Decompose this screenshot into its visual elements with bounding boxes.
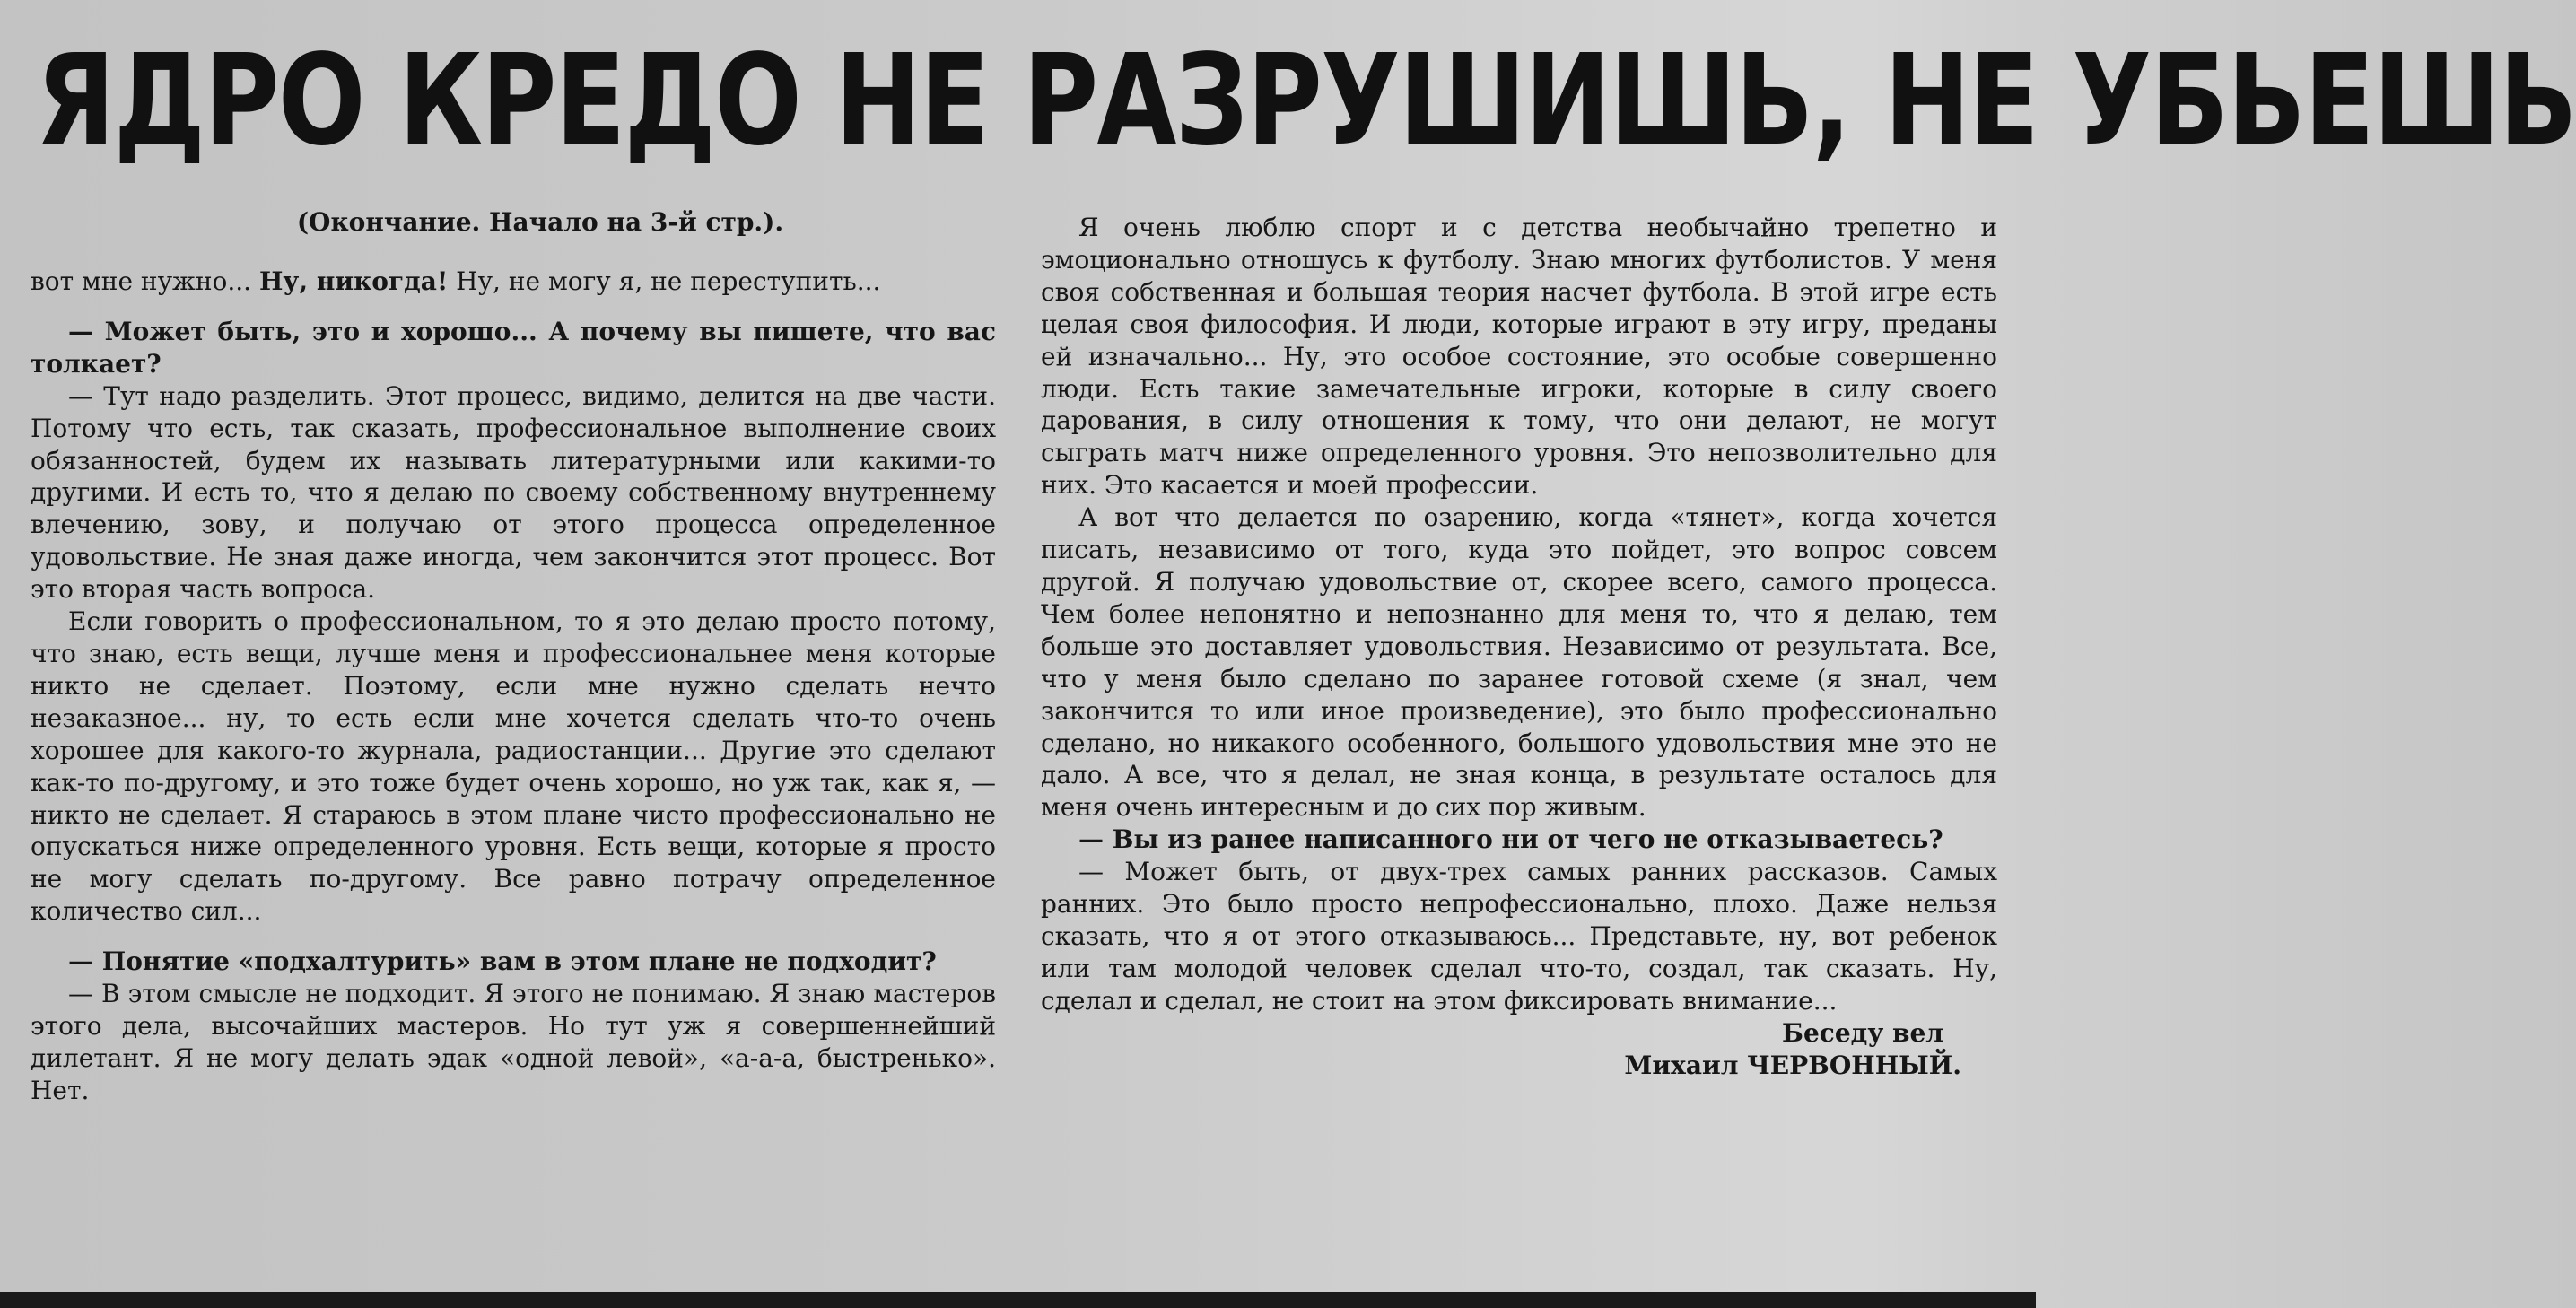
- left-p1-end: Ну, не могу я, не переступить...: [456, 266, 881, 296]
- answer-1: — Тут надо разделить. Этот процесс, видимо, делится на две части. Потому что есть, так сказать, профессиональное выполнение своих обязанностей, будем их называть литературными или какими-то другими. И есть то, что я делаю по своему собственному внутреннему влечению, зову, и получаю от этого процесса определенное удовольствие. Не зная даже иногда, чем закончится этот процесс. Вот это вторая часть вопроса.: [31, 380, 996, 605]
- right-paragraph-2: А вот что делается по озарению, когда «тянет», когда хочется писать, независимо от того, куда это пойдет, это вопрос совсем другой. Я получаю удовольствие от, скорее всего, самого процесса. Чем более непонятно и непознанно для меня то, что я делаю, тем больше это доставляет удовольствия. Независимо от результата. Все, что у меня было сделано по заранее готовой схеме (я знал, чем закончится то или иное произведение), это было профессионально сделано, но никакого особенного, большого удовольствия мне это не дало. А все, что я делал, не зная конца, в результате осталось для меня очень интересным и до сих пор живым.: [1041, 502, 1997, 823]
- question-1: — Может быть, это и хорошо... А почему вы пишете, что вас толкает?: [31, 316, 996, 379]
- question-2: — Понятие «подхалтурить» вам в этом плане не подходит?: [68, 946, 937, 977]
- answer-3: — Может быть, от двух-трех самых ранних рассказов. Самых ранних. Это было просто непрофессионально, плохо. Даже нельзя сказать, что я от этого отказываюсь... Представьте, ну, вот ребенок или там молодой человек сделал что-то, создал, так сказать. Ну, сделал и сделал, не стоит на этом фиксировать внимание...: [1041, 857, 1997, 1016]
- left-p1-start: вот мне нужно...: [31, 266, 252, 296]
- left-column: [31, 206, 996, 1107]
- bottom-edge: [0, 1292, 2036, 1308]
- signature-line-1: Беседу вел: [1782, 1017, 1943, 1048]
- left-paragraph-1: [31, 266, 996, 298]
- right-column: [1041, 212, 1997, 1081]
- answer-1-continued: Если говорить о профессиональном, то я это делаю просто потому, что знаю, есть вещи, лучше меня и профессиональнее меня которые никто не сделает. Поэтому, если мне нужно сделать нечто незаказное... ну, то есть если мне хочется сделать что-то очень хорошее для какого-то журнала, радиостанции... Другие это сделают как-то по-другому, и это тоже будет очень хорошо, но уж так, как я, — никто не сделает. Я стараюсь в этом плане чисто профессионально не опускаться ниже определенного уровня. Есть вещи, которые я просто не могу сделать по-другому. Все равно потрачу определенное количество сил...: [31, 606, 996, 927]
- signature-author: Михаил ЧЕРВОННЫЙ.: [1624, 1050, 1961, 1080]
- left-p1-bold: Ну, никогда!: [258, 266, 449, 296]
- headline: ЯДРО КРЕДО НЕ РАЗРУШИШЬ, НЕ УБЬЕШЬ: [36, 28, 2576, 174]
- question-3: — Вы из ранее написанного ни от чего не отказываетесь?: [1078, 824, 1943, 855]
- right-paragraph-1: Я очень люблю спорт и с детства необычайно трепетно и эмоционально отношусь к футболу. Знаю многих футболистов. У меня своя собственная и большая теория насчет футбола. В этой игре есть целая своя философия. И люди, которые играют в эту игру, преданы ей изначально... Ну, это особое состояние, это особые совершенно люди. Есть такие замечательные игроки, которые в силу своего дарования, в силу отношения к тому, что они делают, не могут сыграть матч ниже определенного уровня. Это непозволительно для них. Это касается и моей профессии.: [1041, 213, 1997, 501]
- answer-2: — В этом смысле не подходит. Я этого не понимаю. Я знаю мастеров этого дела, высочайших мастеров. Но тут уж я совершеннейший дилетант. Я не могу делать эдак «одной левой», «а-а-а, быстренько». Нет.: [31, 979, 996, 1105]
- subtitle: (Окончание. Начало на 3-й стр.).: [296, 207, 784, 237]
